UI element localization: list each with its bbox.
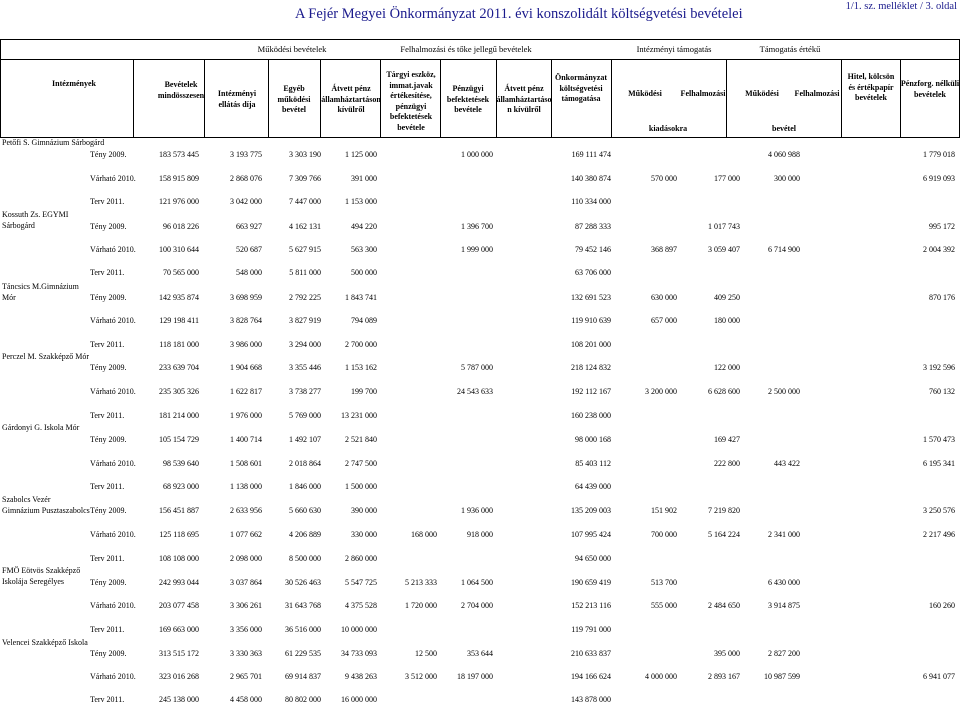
cell-value: 2 893 167 [708,672,740,681]
cell-value: 135 209 003 [571,506,611,515]
cell-value: 3 828 764 [230,316,262,325]
row-label: Terv 2011. [90,340,125,349]
group-felhalmozasi: Felhalmozási és tőke jellegű bevételek [400,44,532,54]
group-intezmenyi-tamogatas: Intézményi támogatás [636,44,712,54]
table-row [0,601,960,612]
row-label: Várható 2010. [90,387,136,396]
cell-value: 7 219 820 [708,506,740,515]
cell-value: 245 138 000 [159,695,199,704]
col-mukodesi-2: Működési [745,89,779,98]
cell-value: 100 310 644 [159,245,199,254]
cell-value: 156 451 887 [159,506,199,515]
cell-value: 10 987 599 [764,672,800,681]
cell-value: 2 500 000 [768,387,800,396]
col-penzugyi-befektetesek: Pénzügyi befektetések bevétele [446,84,490,114]
table-row [0,435,960,446]
row-label: Terv 2011. [90,482,125,491]
cell-value: 8 500 000 [289,554,321,563]
group-tamogatas-erteku: Támogatás értékű [759,44,821,54]
cell-value: 180 000 [714,316,740,325]
table-row [0,387,960,398]
cell-value: 409 250 [714,293,740,302]
table-row [0,625,960,636]
cell-value: 30 526 463 [285,578,321,587]
cell-value: 443 422 [774,459,800,468]
cell-value: 3 192 596 [923,363,955,372]
cell-value: 118 181 000 [159,340,199,349]
cell-value: 1 396 700 [461,222,493,231]
cell-value: 4 060 988 [768,150,800,159]
table-row [0,530,960,541]
cell-value: 24 543 633 [457,387,493,396]
cell-value: 87 288 333 [575,222,611,231]
col-intezmenyek: Intézmények [52,79,96,88]
row-label: Tény 2009. [90,435,127,444]
page-reference: 1/1. sz. melléklet / 3. oldal [845,1,957,12]
header-bottom-line [0,137,960,138]
cell-value: 2 098 000 [230,554,262,563]
cell-value: 190 659 419 [571,578,611,587]
cell-value: 5 627 915 [289,245,321,254]
cell-value: 918 000 [467,530,493,539]
col-penzforg-nelkuli: Pénzforg. nélküli bevételek [900,79,960,99]
table-row [0,506,960,517]
header-border [841,59,842,137]
col-bevetelek-mindosszesen: Bevételek mindösszesen [157,80,205,100]
row-label: Tény 2009. [90,293,127,302]
cell-value: 61 229 535 [285,649,321,658]
cell-value: 513 700 [651,578,677,587]
cell-value: 3 914 875 [768,601,800,610]
cell-value: 1 077 662 [230,530,262,539]
cell-value: 210 633 837 [571,649,611,658]
cell-value: 12 500 [415,649,437,658]
cell-value: 391 000 [351,174,377,183]
row-label: Terv 2011. [90,411,125,420]
cell-value: 69 914 837 [285,672,321,681]
cell-value: 494 220 [351,222,377,231]
cell-value: 222 800 [714,459,740,468]
cell-value: 94 650 000 [575,554,611,563]
cell-value: 85 403 112 [575,459,611,468]
institution-name: Gárdonyi G. Iskola Mór [2,423,80,432]
cell-value: 3 037 864 [230,578,262,587]
table-row [0,268,960,279]
cell-value: 1 936 000 [461,506,493,515]
header-border [611,59,612,137]
row-label: Terv 2011. [90,197,125,206]
row-label: Várható 2010. [90,459,136,468]
cell-value: 110 334 000 [571,197,611,206]
sub-bevetel: bevétel [772,124,796,133]
cell-value: 390 000 [351,506,377,515]
cell-value: 119 910 639 [571,316,611,325]
row-label: Terv 2011. [90,625,125,634]
cell-value: 2 018 864 [289,459,321,468]
cell-value: 3 042 000 [230,197,262,206]
cell-value: 313 515 172 [159,649,199,658]
cell-value: 3 200 000 [645,387,677,396]
header-border [268,59,269,137]
table-row [0,695,960,706]
col-felhalmozasi-2: Felhalmozási [794,89,840,98]
cell-value: 657 000 [651,316,677,325]
cell-value: 18 197 000 [457,672,493,681]
cell-value: 1 064 500 [461,578,493,587]
cell-value: 181 214 000 [159,411,199,420]
col-atvett-penz-2: Átvett pénz államháztartáso n kívülről [496,84,552,114]
row-label: Várható 2010. [90,530,136,539]
institution-name: Petőfi S. Gimnázium Sárbogárd [2,138,105,147]
cell-value: 323 016 268 [159,672,199,681]
cell-value: 1 622 817 [230,387,262,396]
cell-value: 125 118 695 [159,530,199,539]
table-row [0,578,960,589]
cell-value: 630 000 [651,293,677,302]
cell-value: 96 018 226 [163,222,199,231]
col-felhalmozasi-1: Felhalmozási [680,89,726,98]
cell-value: 1 000 000 [461,150,493,159]
cell-value: 2 484 650 [708,601,740,610]
cell-value: 122 000 [714,363,740,372]
cell-value: 1 153 000 [345,197,377,206]
cell-value: 700 000 [651,530,677,539]
cell-value: 218 124 832 [571,363,611,372]
row-label: Várható 2010. [90,174,136,183]
cell-value: 1 500 000 [345,482,377,491]
cell-value: 3 827 919 [289,316,321,325]
col-atvett-penz-1: Átvett pénz államháztartáson kívülről [321,84,381,114]
row-label: Várható 2010. [90,672,136,681]
cell-value: 80 802 000 [285,695,321,704]
cell-value: 3 330 363 [230,649,262,658]
institution-name: Perczel M. Szakképző Mór [2,352,90,361]
cell-value: 300 000 [774,174,800,183]
page-title: A Fejér Megyei Önkormányzat 2011. évi konszolidált költségvetési bevételei [295,6,743,22]
row-label: Tény 2009. [90,363,127,372]
cell-value: 548 000 [236,268,262,277]
cell-value: 6 714 900 [768,245,800,254]
cell-value: 3 512 000 [405,672,437,681]
cell-value: 3 355 446 [289,363,321,372]
cell-value: 4 000 000 [645,672,677,681]
cell-value: 4 206 889 [289,530,321,539]
cell-value: 1 570 473 [923,435,955,444]
cell-value: 663 927 [236,222,262,231]
row-label: Várható 2010. [90,316,136,325]
cell-value: 119 791 000 [571,625,611,634]
header-border [0,39,1,137]
table-row [0,482,960,493]
header-border [133,59,134,137]
row-label: Várható 2010. [90,601,136,610]
cell-value: 3 356 000 [230,625,262,634]
cell-value: 1 999 000 [461,245,493,254]
table-row [0,672,960,683]
institution-name: Táncsics M.Gimnázium Mór [2,282,79,302]
cell-value: 70 565 000 [163,268,199,277]
cell-value: 5 787 000 [461,363,493,372]
cell-value: 192 112 167 [571,387,611,396]
cell-value: 7 309 766 [289,174,321,183]
cell-value: 555 000 [651,601,677,610]
cell-value: 3 294 000 [289,340,321,349]
cell-value: 199 700 [351,387,377,396]
row-label: Terv 2011. [90,268,125,277]
cell-value: 169 663 000 [159,625,199,634]
cell-value: 31 643 768 [285,601,321,610]
cell-value: 242 993 044 [159,578,199,587]
group-mukodesi-bevetelek: Működési bevételek [257,44,327,54]
cell-value: 183 573 445 [159,150,199,159]
table-row [0,197,960,208]
cell-value: 140 380 874 [571,174,611,183]
cell-value: 142 935 874 [159,293,199,302]
institution-name: Szabolcs Vezér Gimnázium Pusztaszabolcs [2,495,90,515]
table-row [0,174,960,185]
cell-value: 121 976 000 [159,197,199,206]
cell-value: 34 733 093 [341,649,377,658]
cell-value: 98 000 168 [575,435,611,444]
table-row [0,245,960,256]
cell-value: 1 508 601 [230,459,262,468]
cell-value: 570 000 [651,174,677,183]
cell-value: 4 458 000 [230,695,262,704]
cell-value: 368 897 [651,245,677,254]
cell-value: 5 213 333 [405,578,437,587]
cell-value: 5 660 630 [289,506,321,515]
cell-value: 5 811 000 [289,268,321,277]
table-row [0,340,960,351]
cell-value: 108 201 000 [571,340,611,349]
header-mid-line [0,59,960,60]
table-row [0,316,960,327]
table-row [0,459,960,470]
cell-value: 151 902 [651,506,677,515]
cell-value: 2 747 500 [345,459,377,468]
cell-value: 1 492 107 [289,435,321,444]
table-row [0,649,960,660]
table-row [0,293,960,304]
table-row [0,222,960,233]
cell-value: 6 430 000 [768,578,800,587]
cell-value: 2 217 496 [923,530,955,539]
cell-value: 5 769 000 [289,411,321,420]
cell-value: 160 260 [929,601,955,610]
cell-value: 63 706 000 [575,268,611,277]
cell-value: 3 250 576 [923,506,955,515]
cell-value: 563 300 [351,245,377,254]
cell-value: 2 704 000 [461,601,493,610]
cell-value: 2 965 701 [230,672,262,681]
cell-value: 68 923 000 [163,482,199,491]
cell-value: 1 904 668 [230,363,262,372]
cell-value: 2 700 000 [345,340,377,349]
row-label: Tény 2009. [90,578,127,587]
cell-value: 500 000 [351,268,377,277]
row-label: Tény 2009. [90,150,127,159]
cell-value: 79 452 146 [575,245,611,254]
cell-value: 1 017 743 [708,222,740,231]
cell-value: 2 792 225 [289,293,321,302]
table-row [0,554,960,565]
cell-value: 98 539 640 [163,459,199,468]
row-label: Terv 2011. [90,695,125,704]
cell-value: 6 941 077 [923,672,955,681]
cell-value: 2 860 000 [345,554,377,563]
cell-value: 1 400 714 [230,435,262,444]
row-label: Várható 2010. [90,245,136,254]
cell-value: 107 995 424 [571,530,611,539]
cell-value: 1 846 000 [289,482,321,491]
cell-value: 64 439 000 [575,482,611,491]
cell-value: 233 639 704 [159,363,199,372]
cell-value: 3 698 959 [230,293,262,302]
cell-value: 2 868 076 [230,174,262,183]
cell-value: 3 738 277 [289,387,321,396]
cell-value: 203 077 458 [159,601,199,610]
cell-value: 353 644 [467,649,493,658]
cell-value: 132 691 523 [571,293,611,302]
cell-value: 1 153 162 [345,363,377,372]
cell-value: 4 162 131 [289,222,321,231]
col-mukodesi-1: Működési [628,89,662,98]
institution-name: Velencei Szakképző Iskola [2,638,88,647]
cell-value: 870 176 [929,293,955,302]
cell-value: 9 438 263 [345,672,377,681]
cell-value: 7 447 000 [289,197,321,206]
cell-value: 1 138 000 [230,482,262,491]
col-onkormanyzat-tamogatas: Önkormányzat költségvetési támogatása [555,73,607,103]
cell-value: 395 000 [714,649,740,658]
cell-value: 169 427 [714,435,740,444]
cell-value: 10 000 000 [341,625,377,634]
cell-value: 194 166 624 [571,672,611,681]
cell-value: 330 000 [351,530,377,539]
cell-value: 1 125 000 [345,150,377,159]
col-intezmenyi-ellatas-dija: Intézményi ellátás díja [217,89,257,109]
cell-value: 3 303 190 [289,150,321,159]
cell-value: 5 547 725 [345,578,377,587]
sub-kiadasokra: kiadásokra [648,124,688,133]
cell-value: 3 986 000 [230,340,262,349]
cell-value: 6 628 600 [708,387,740,396]
cell-value: 1 779 018 [923,150,955,159]
cell-value: 6 195 341 [923,459,955,468]
header-border [726,59,727,137]
row-label: Tény 2009. [90,506,127,515]
cell-value: 2 633 956 [230,506,262,515]
row-label: Terv 2011. [90,554,125,563]
cell-value: 158 915 809 [159,174,199,183]
cell-value: 3 306 261 [230,601,262,610]
cell-value: 2 341 000 [768,530,800,539]
institution-name: Kossuth Zs. EGYMI Sárbogárd [2,210,69,230]
cell-value: 169 111 474 [571,150,611,159]
header-top-line [0,39,960,40]
cell-value: 760 132 [929,387,955,396]
cell-value: 105 154 729 [159,435,199,444]
cell-value: 1 720 000 [405,601,437,610]
row-label: Tény 2009. [90,222,127,231]
cell-value: 36 516 000 [285,625,321,634]
cell-value: 177 000 [714,174,740,183]
cell-value: 152 213 116 [571,601,611,610]
cell-value: 4 375 528 [345,601,377,610]
table-row [0,411,960,422]
cell-value: 1 843 741 [345,293,377,302]
cell-value: 108 108 000 [159,554,199,563]
cell-value: 2 827 200 [768,649,800,658]
cell-value: 3 193 775 [230,150,262,159]
cell-value: 16 000 000 [341,695,377,704]
cell-value: 143 878 000 [571,695,611,704]
cell-value: 520 687 [236,245,262,254]
institution-name: FMÖ Eötvös Szakképző Iskolája Seregélyes [2,566,81,586]
cell-value: 2 004 392 [923,245,955,254]
cell-value: 13 231 000 [341,411,377,420]
cell-value: 1 976 000 [230,411,262,420]
col-targyi-eszkoz: Tárgyi eszköz, immat.javak értékesítése, pénzügyi befektetések bevétele [386,70,436,132]
cell-value: 129 198 411 [159,316,199,325]
table-row [0,363,960,374]
table-row [0,150,960,161]
cell-value: 168 000 [411,530,437,539]
cell-value: 794 089 [351,316,377,325]
cell-value: 5 164 224 [708,530,740,539]
cell-value: 3 059 407 [708,245,740,254]
cell-value: 160 238 000 [571,411,611,420]
col-egyeb-mukodesi: Egyéb működési bevétel [277,84,311,114]
cell-value: 995 172 [929,222,955,231]
row-label: Tény 2009. [90,649,127,658]
cell-value: 235 305 326 [159,387,199,396]
cell-value: 2 521 840 [345,435,377,444]
col-hitel: Hitel, kölcsön és értékpapír bevételek [847,72,895,102]
cell-value: 6 919 093 [923,174,955,183]
